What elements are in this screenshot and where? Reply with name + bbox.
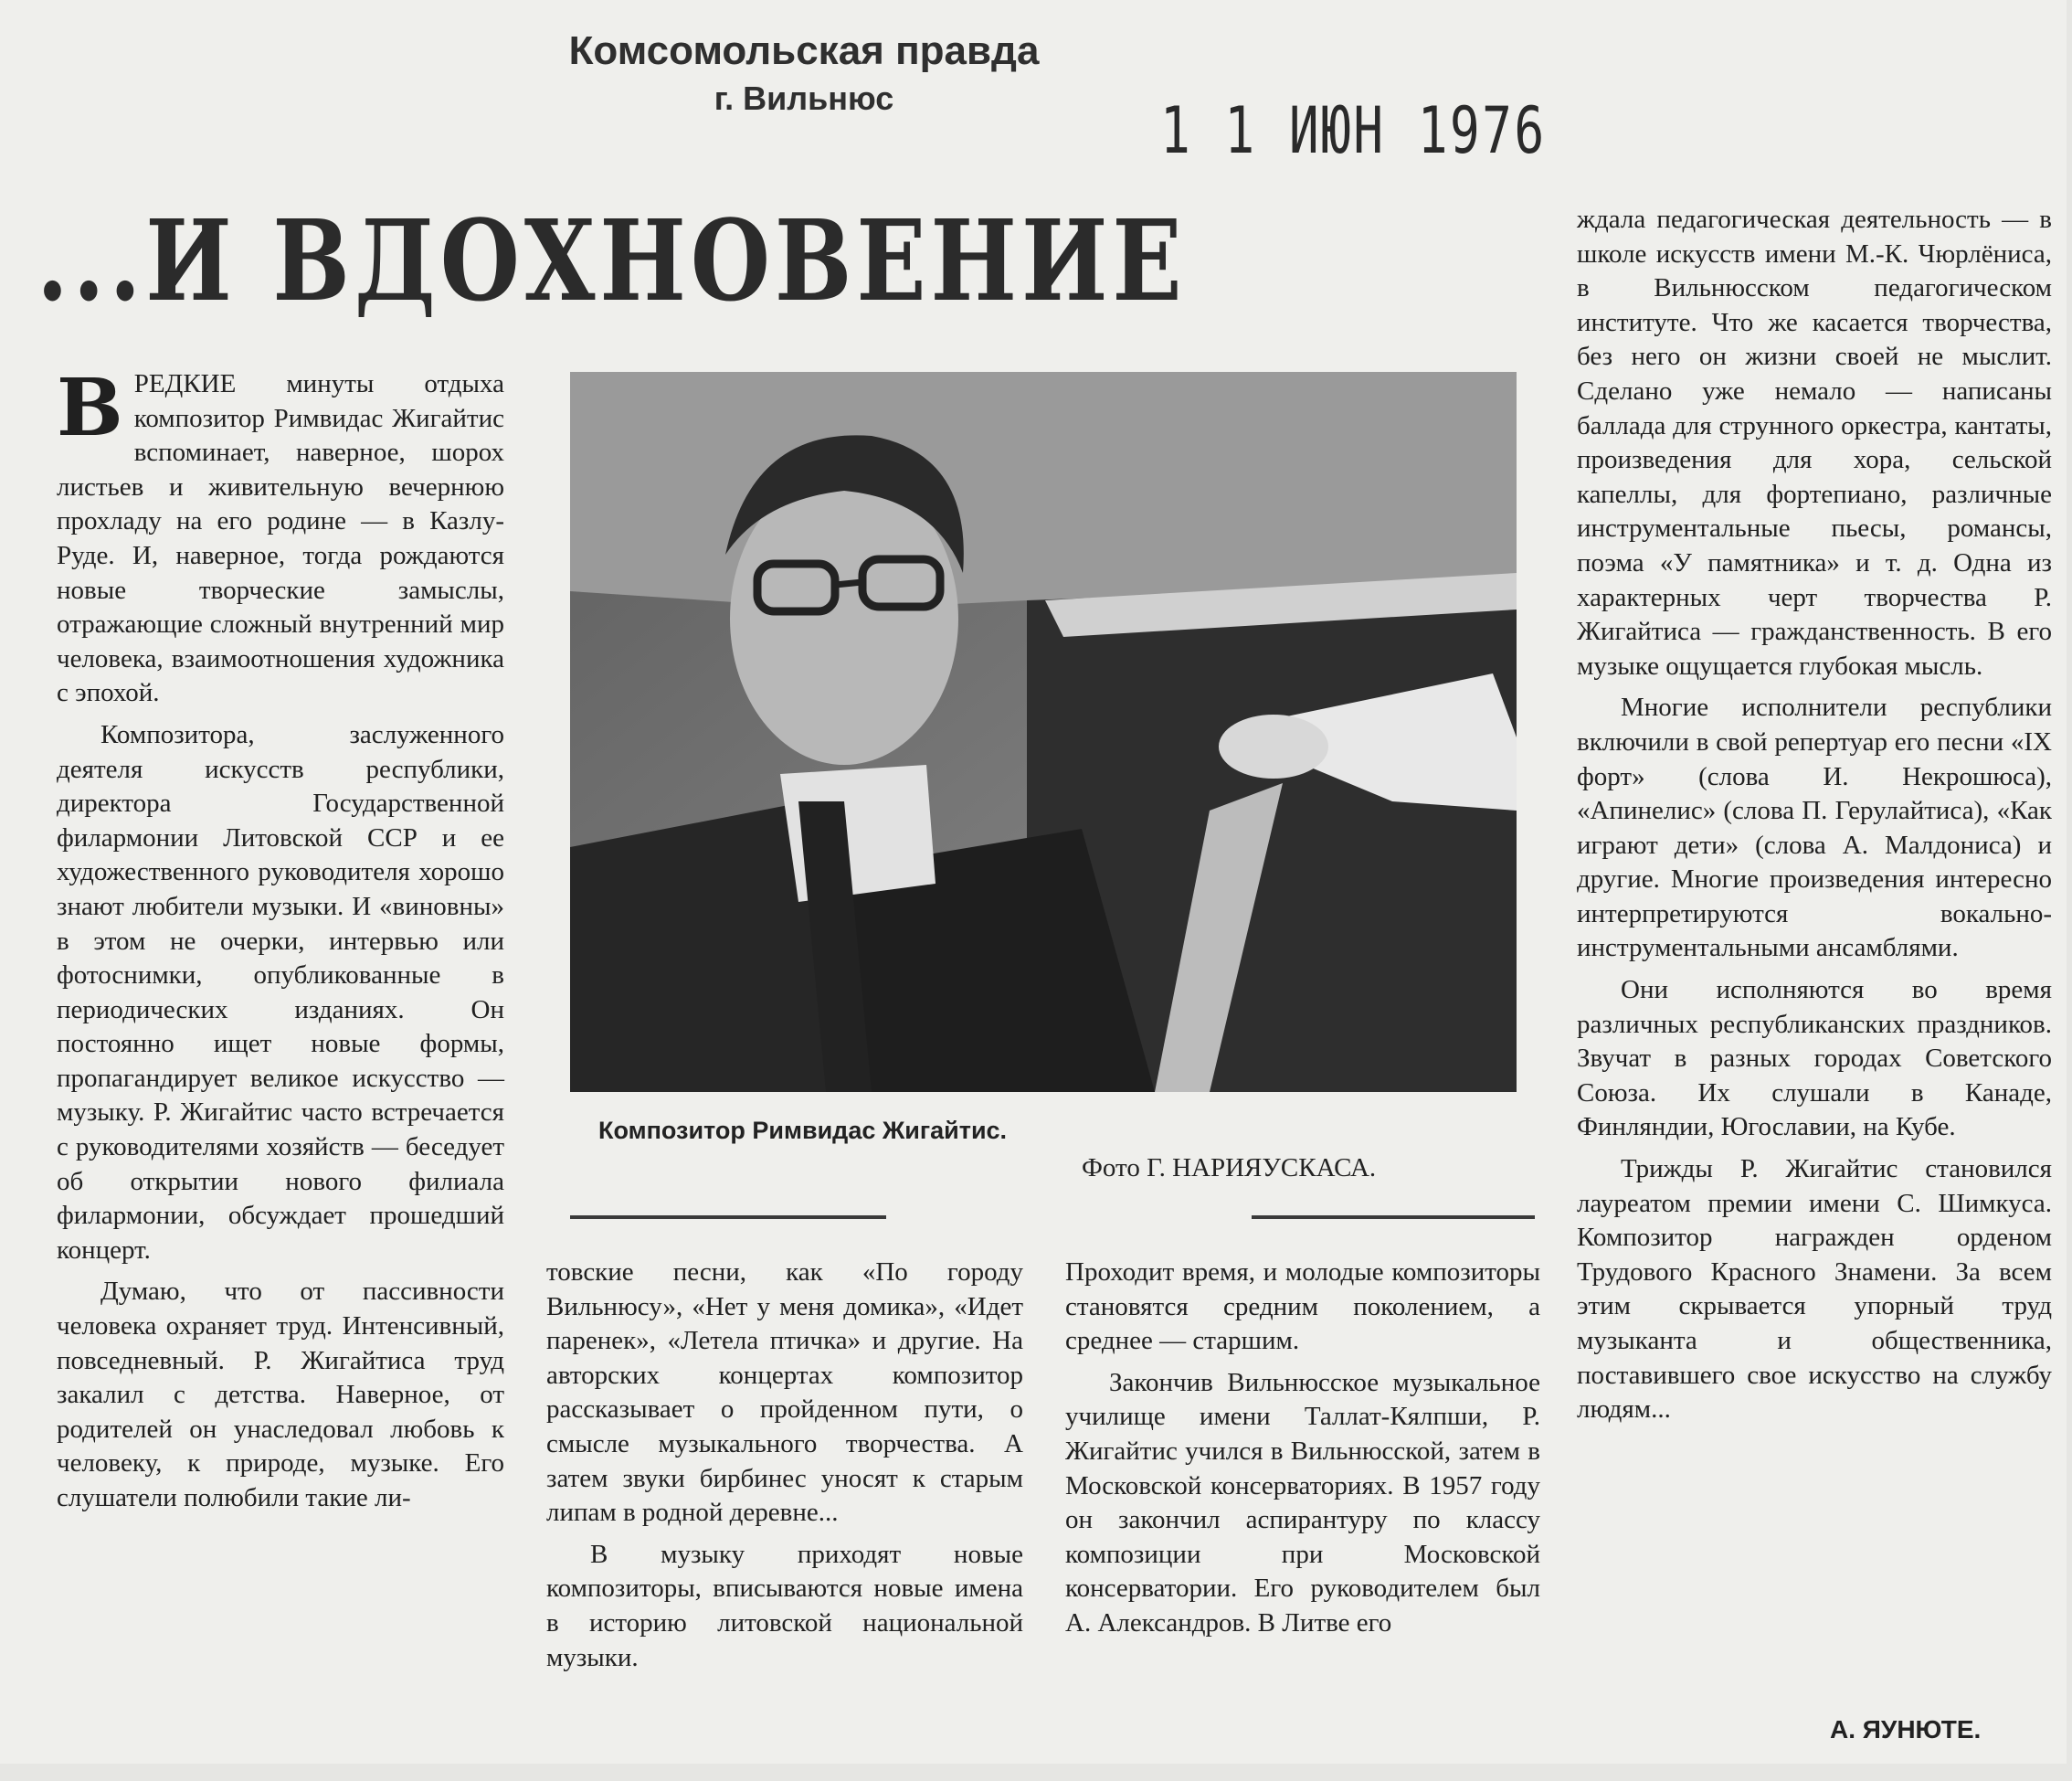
column-rule-left <box>570 1215 886 1219</box>
paragraph: Многие исполнители республики включили в свой репертуар его песни «IX форт» (слова И. Некрошюса), «Апинелис» (слова П. Герулайтиса), «Как играют дети» (слова А. Малдониса) и другие. Многие произведения интересно интерпретируются вокально-инструментальными ансамблями. <box>1577 693 2052 963</box>
article-column-3 <box>1065 1256 1540 1648</box>
paragraph-text: РЕДКИЕ минуты отдыха композитор Римвидас Жигайтис вспоминает, наверное, шорох листьев и живительную вечернюю прохладу на его родине — в Казлу-Руде. И, наверное, тогда рождаются новые творческие замыслы, отражающие сложный внутренний мир человека, взаимоотношения художника с эпохой. <box>57 369 504 708</box>
article-column-2 <box>546 1256 1023 1682</box>
paragraph: товские песни, как «По городу Вильнюсу», «Нет у меня домика», «Идет паренек», «Летела птичка» и другие. На авторских концертах композитор рассказывает о пройденном пути, о смысле музыкального творчества. А затем звуки бирбинес уносят к старым липам в родной деревне... <box>546 1257 1023 1528</box>
clipping-edge-bottom <box>0 1764 2072 1781</box>
paragraph: Закончив Вильнюсское музыкальное училище имени Таллат-Кялпши, Р. Жигайтис учился в Вильнюсской, затем в Московской консерваториях. В 1957 году он закончил аспирантуру по классу композиции при Московской консерватории. Его руководителем был А. Александров. В Литве его <box>1065 1367 1540 1638</box>
article-column-1 <box>57 362 504 1523</box>
paragraph: В музыку приходят новые композиторы, вписываются новые имена в историю литовской национальной музыки. <box>546 1539 1023 1672</box>
paragraph: Думаю, что от пассивности человека охраняет труд. Интенсивный, повседневный. Р. Жигайтиса труд закалил с детства. Наверное, от родителей он унаследовал любовь к человеку, к природе, музыке. Его слушатели полюбили такие ли- <box>57 1277 504 1512</box>
paragraph: Проходит время, и молодые композиторы становятся средним поколением, а среднее — старшим. <box>1065 1257 1540 1356</box>
author-signature: А. ЯУНЮТЕ. <box>1830 1715 1982 1744</box>
source-newspaper-name: Комсомольская правда <box>568 28 1040 73</box>
photo-caption: Композитор Римвидас Жигайтис. <box>598 1117 1008 1144</box>
paragraph: ждала педагогическая деятельность — в школе искусств имени М.-К. Чюрлёниса, в Вильнюсском педагогическом институте. Что же касается творчества, без него он жизни своей не мыслит. Сделано уже немало — написаны баллада для струнного оркестра, кантаты, произведения для хора, сельской капеллы, для фортепиано, различные инструментальные пьесы, романсы, поэма «У памятника» и т. д. Одна из характерных черт творчества Р. Жигайтиса — гражданственность. В его музыке ощущается глубокая мысль. <box>1577 205 2052 681</box>
article-headline: ...И ВДОХНОВЕНИЕ <box>37 195 1187 326</box>
column-rule-right <box>1252 1215 1535 1219</box>
paragraph: Они исполняются во время различных республиканских праздников. Звучат в разных городах Советского Союза. Их слушали в Канаде, Финляндии, Югославии, на Кубе. <box>1577 975 2052 1142</box>
composer-photo-image <box>570 372 1517 1092</box>
composer-photo <box>570 372 1517 1092</box>
drop-cap: В <box>57 362 123 454</box>
source-city: г. Вильнюс <box>714 80 894 117</box>
article-column-4 <box>1577 203 2052 1435</box>
paragraph: Трижды Р. Жигайтис становился лауреатом премии имени С. Шимкуса. Композитор награжден орденом Трудового Красного Знамени. За всем этим скрывается упорный труд музыканта и общественника, поставившего свое искусство на службу людям... <box>1577 1154 2052 1425</box>
date-stamp: 1 1 ИЮН 1976 <box>1160 93 1547 168</box>
source-stamp <box>548 26 1060 121</box>
photo-credit: Фото Г. НАРИЯУСКАСА. <box>1082 1153 1377 1182</box>
clipping-edge-right <box>2067 0 2072 1781</box>
paragraph: Композитора, заслуженного деятеля искусств республики, директора Государственной филармонии Литовской ССР и ее художественного руководителя хорошо знают любители музыки. И «виновны» в этом не очерки, интервью или фотоснимки, опубликованные в периодических изданиях. Он постоянно ищет новые формы, пропагандирует великое искусство — музыку. Р. Жигайтис часто встречается с руководителями хозяйств — беседует об открытии нового филиала филармонии, обсуждает прошедший концерт. <box>57 719 504 1265</box>
paragraph <box>57 362 504 711</box>
